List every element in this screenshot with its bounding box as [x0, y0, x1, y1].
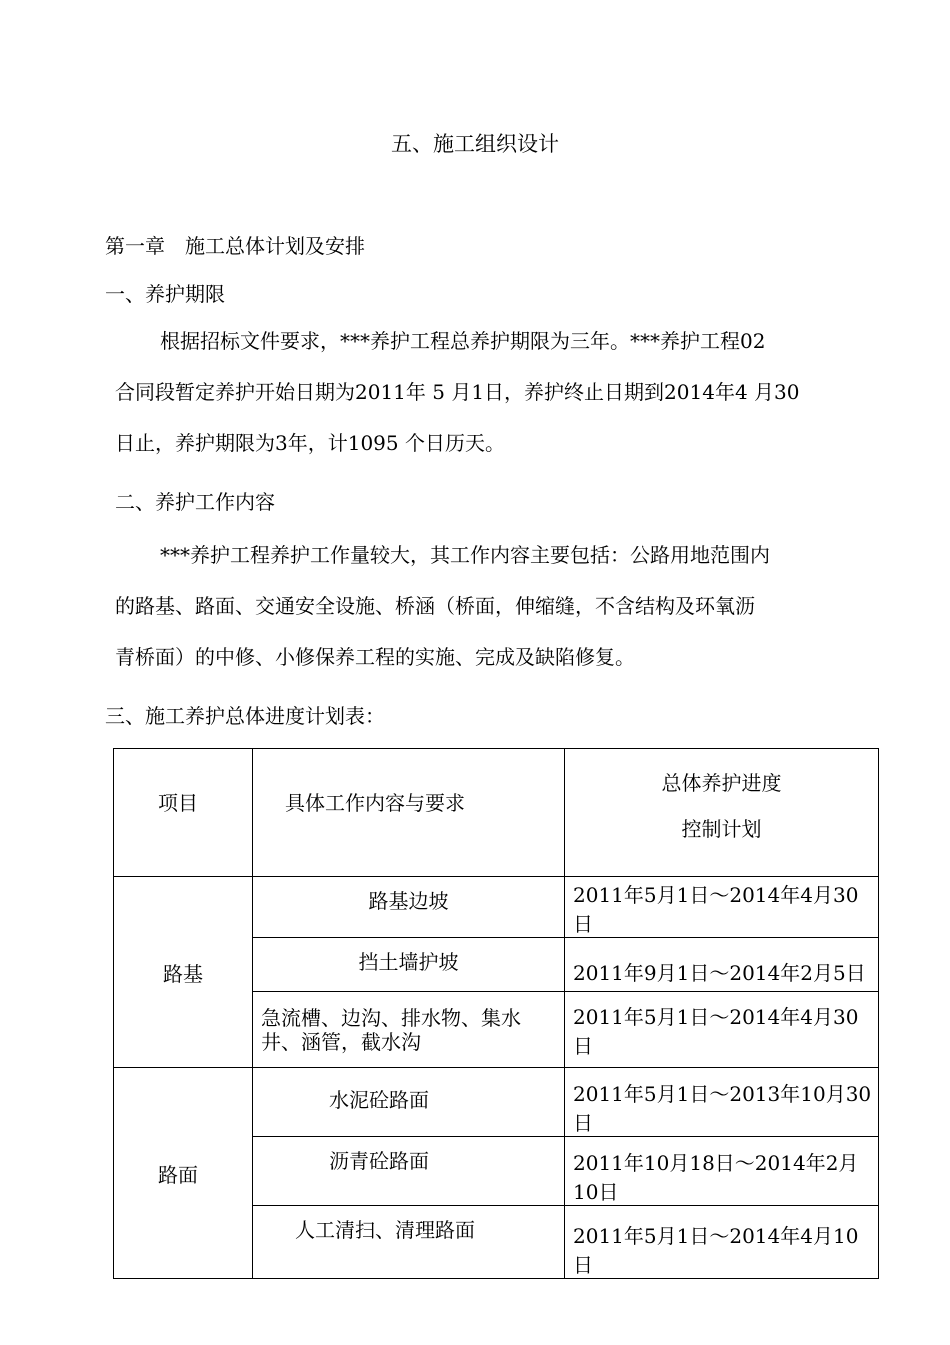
section-3-heading: 三、施工养护总体进度计划表： [105, 704, 385, 728]
content-cell: 挡土墙护坡 [253, 938, 565, 992]
dates-cell: 2011年5月1日～2014年4月30日 [565, 877, 879, 938]
dates-cell: 2011年5月1日～2014年4月10日 [565, 1206, 879, 1279]
content-cell: 路基边坡 [253, 877, 565, 938]
section-2-paragraph [115, 530, 770, 683]
content-cell: 人工清扫、清理路面 [253, 1206, 565, 1279]
header-content-label: 具体工作内容与要求 [285, 791, 465, 815]
dates-cell: 2011年10月18日～2014年2月10日 [565, 1137, 879, 1206]
table-row [114, 877, 879, 938]
header-plan-line1: 总体养护进度 [661, 770, 782, 795]
paragraph-line: ***养护工程养护工作量较大，其工作内容主要包括：公路用地范围内 [160, 543, 770, 567]
content-cell: 急流槽、边沟、排水物、集水井、涵管，截水沟 [253, 992, 565, 1068]
paragraph-line: 青桥面）的中修、小修保养工程的实施、完成及缺陷修复。 [115, 645, 635, 669]
dates-cell: 2011年9月1日～2014年2月5日 [565, 938, 879, 992]
schedule-table [113, 748, 879, 1279]
section-1-heading: 一、养护期限 [105, 282, 225, 306]
dates-cell: 2011年5月1日～2013年10月30日 [565, 1068, 879, 1137]
section-2-heading: 二、养护工作内容 [115, 490, 275, 514]
section-1-paragraph [115, 316, 800, 469]
document-title: 五、施工组织设计 [391, 132, 559, 156]
paragraph-line: 的路基、路面、交通安全设施、桥涵（桥面，伸缩缝，不含结构及环氧沥 [115, 594, 755, 618]
paragraph-line: 根据招标文件要求，***养护工程总养护期限为三年。***养护工程02 [160, 329, 766, 353]
paragraph-line: 日止，养护期限为3年，计1095 个日历天。 [115, 431, 505, 455]
table-header-row [114, 749, 879, 877]
group-item-cell [114, 1068, 253, 1279]
header-content [253, 749, 565, 877]
dates-cell: 2011年5月1日～2014年4月30日 [565, 992, 879, 1068]
header-plan [565, 749, 879, 877]
chapter-heading: 第一章 施工总体计划及安排 [105, 234, 365, 258]
group-item-cell: 路基 [114, 877, 253, 1068]
header-item-label: 项目 [158, 791, 198, 815]
content-cell: 水泥砼路面 [253, 1068, 565, 1137]
header-item [114, 749, 253, 877]
content-cell: 沥青砼路面 [253, 1137, 565, 1206]
header-plan-line2: 控制计划 [681, 816, 762, 841]
table-row [114, 1068, 879, 1137]
paragraph-line: 合同段暂定养护开始日期为2011年 5 月1日，养护终止日期到2014年4 月30 [115, 380, 800, 404]
group-item-label: 路面 [158, 1162, 198, 1187]
